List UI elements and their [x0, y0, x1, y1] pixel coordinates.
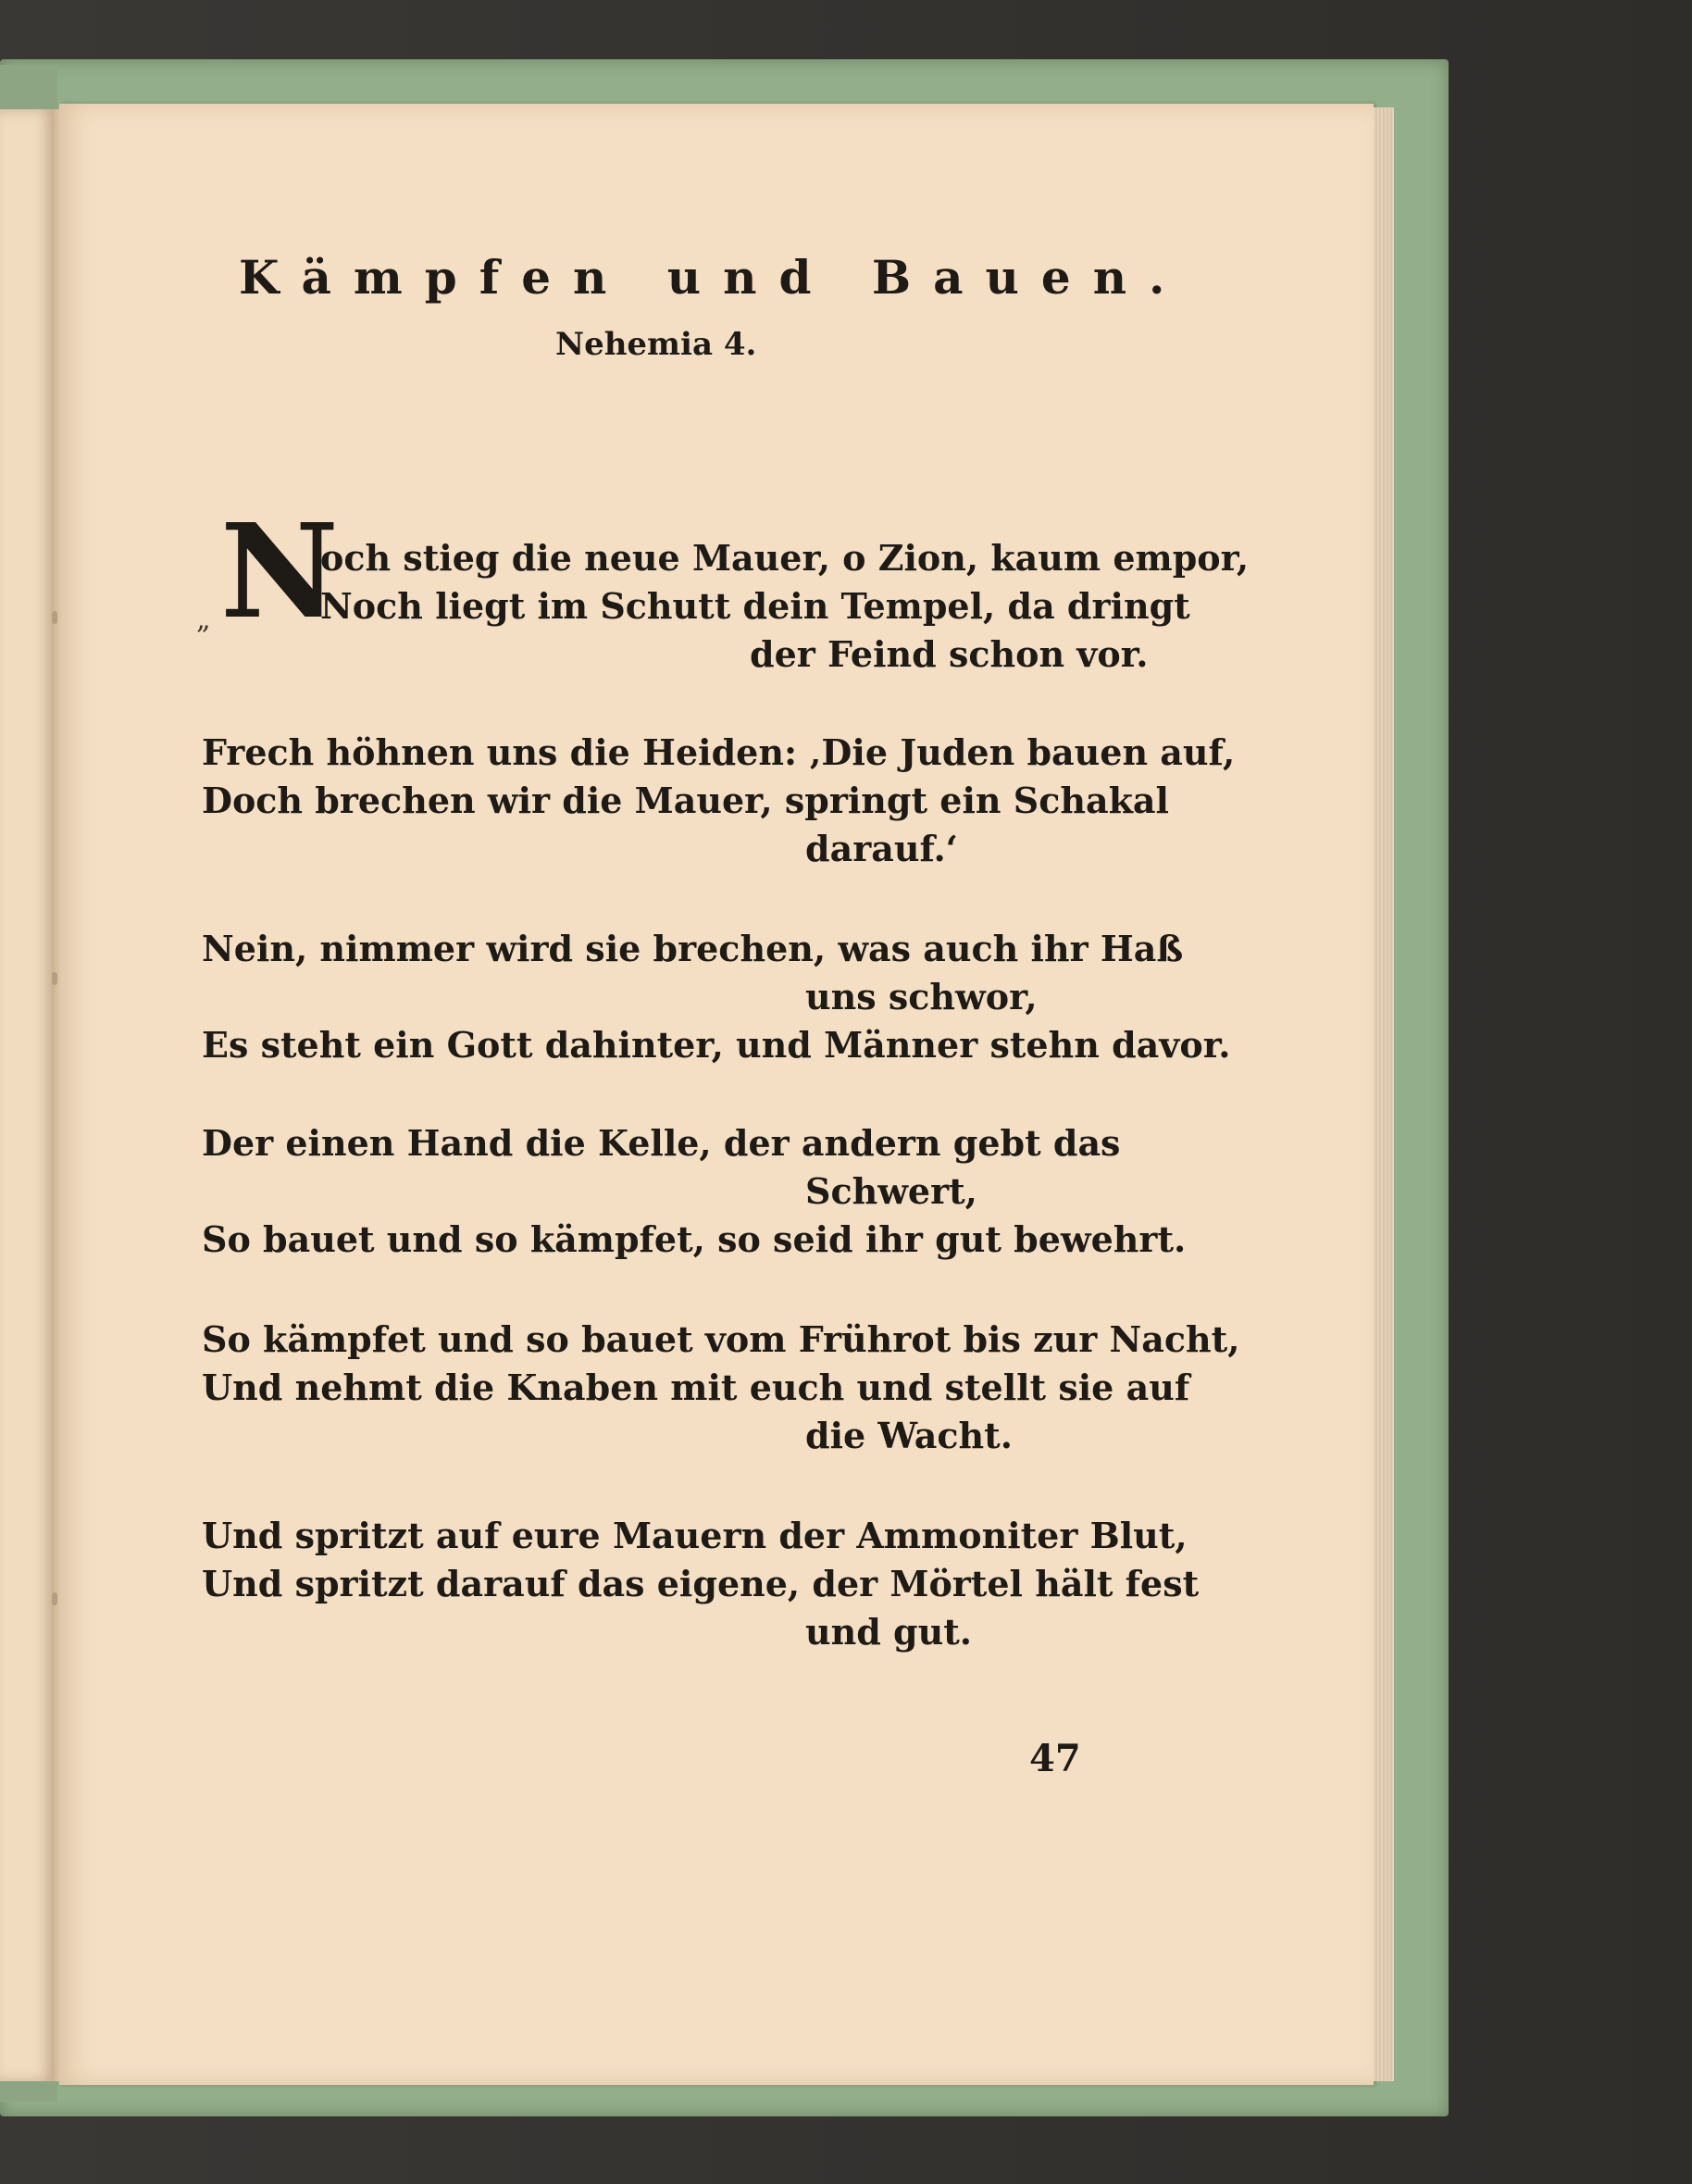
binding-thread: [52, 972, 57, 985]
left-page-edge: [0, 109, 54, 2081]
verse-line: der Feind schon vor.: [750, 633, 1149, 675]
poem-subtitle: Nehemia 4.: [555, 326, 757, 363]
page-edges: [1374, 107, 1394, 2081]
poem-title: Kämpfen und Bauen.: [239, 250, 1188, 305]
stanza-mark: „: [196, 604, 211, 636]
book-page: [59, 104, 1374, 2085]
verse-line: Es steht ein Gott dahinter, und Männer stehn davor.: [202, 1024, 1231, 1066]
verse-line: och stieg die neue Mauer, o Zion, kaum empor,: [320, 537, 1250, 579]
binding-thread: [52, 1592, 57, 1605]
verse-line: Nein, nimmer wird sie brechen, was auch ihr Haß: [202, 928, 1184, 969]
verse-line: Und spritzt darauf das eigene, der Mörtel hält fest: [202, 1563, 1200, 1604]
verse-line: Und spritzt auf eure Mauern der Ammoniter Blut,: [202, 1515, 1188, 1556]
verse-line: darauf.‘: [805, 828, 958, 869]
verse-line: So bauet und so kämpfet, so seid ihr gut bewehrt.: [202, 1218, 1187, 1260]
verse-line: Noch liegt im Schutt dein Tempel, da dringt: [320, 585, 1190, 627]
verse-line: Schwert,: [805, 1170, 977, 1212]
binding-thread: [52, 611, 57, 624]
verse-line: Frech höhnen uns die Heiden: ‚Die Juden bauen auf,: [202, 731, 1236, 773]
drop-cap: N: [220, 496, 339, 648]
verse-line: und gut.: [805, 1611, 973, 1653]
verse-line: die Wacht.: [805, 1415, 1013, 1456]
verse-line: Und nehmt die Knaben mit euch und stellt sie auf: [202, 1367, 1190, 1408]
verse-line: Der einen Hand die Kelle, der andern gebt das: [202, 1122, 1121, 1164]
verse-line: So kämpfet und so bauet vom Frührot bis zur Nacht,: [202, 1318, 1240, 1360]
verse-line: Doch brechen wir die Mauer, springt ein Schakal: [202, 780, 1169, 821]
verse-line: uns schwor,: [805, 976, 1038, 1017]
page-number: 47: [1029, 1737, 1081, 1780]
